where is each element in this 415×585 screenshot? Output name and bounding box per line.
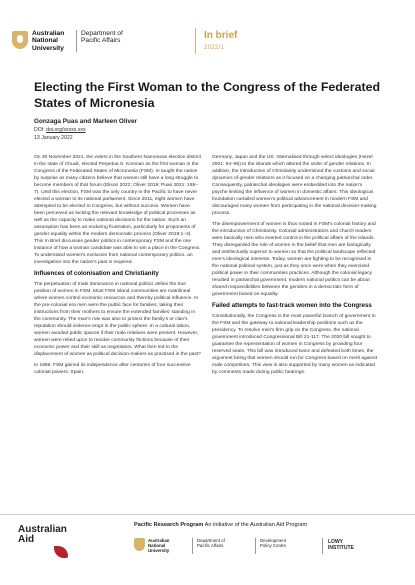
paragraph: In 1986, FSM gained its independence after centuries of four successive colonial powers: Spain, <box>34 362 191 375</box>
paragraph: Germany, Japan and the US. Internalised through select ideologies (Hezel 2001: 94–96) to the islands which altered the order of gender relations. In addition, the introduction of Christianity undermined the customs and social dynamics of gender relations as it focused on a changing patriarchal order. Consequently, patriarchal ideologies were embedded into the nation's psyche limiting the influence of women in domestic affairs. This ideological foundation curtailed women's political advancement in modern FSM and discouraged many women from participating in the national decision-making process. <box>212 155 377 216</box>
logo-divider <box>255 538 256 554</box>
department-name <box>81 30 141 45</box>
paragraph: Constitutionally, the Congress is the most powerful branch of government in the FSM and the gateway to national leadership positions such as the presidency. To resolve men's firm grip on the Congress, the national government introduced Congressional Bill 21-117. The 2020 bill sought to guarantee the representation of women in Congress by providing four reserved seats. This bill was introduced twice and defeated both times, the argument being that women should run for Congress based on merit against male competitors. This view is also supported by many women as indicated by comments made during public hearings. <box>212 313 378 375</box>
article-title: Electing the First Woman to the Congress of the Federated States of Micronesia <box>34 80 381 110</box>
paragraph: On 30 November 2021, the voters in the Southern Namoneas election district in the state of Chuuk, elected Perpetua S. Konman as the first woman in the Congress of the Federated States of Micronesia (FSM). In taught the nation by surprise as many citizens believe that women still have a long struggle to become members of that forum (Elison 2022; Oliver 2019; Puas 2021: 155–7). Until this election, FSM was the only country in the Pacific to have never elected a woman to its national parliament. Since 2011, eight women have attempted to be elected to Congress, but without success. Women have been perceived as lacking the relevant knowledge of political processes as well as the capacity to make national decisions for the nation. Such an assumption has been an enduring frustration, particularly for proponents of gender equality within the modern democratic process (Oliver 2019:1–3). This In Brief discusses gender politics in contemporary FSM and the one instance of how a woman candidate was able to win a place in the Congress. To understand women's exclusion from national contemporary politics, an investigation into the nation's past is required. <box>34 155 201 265</box>
footer-dept-text <box>197 538 252 548</box>
anu-crest-icon <box>12 31 28 49</box>
article-doi <box>34 127 86 133</box>
footer-anu-text <box>148 538 188 554</box>
brief-label: In brief <box>204 30 238 41</box>
dept-line: Pacific Affairs <box>81 37 121 45</box>
lowy-line: LOWY <box>328 539 343 545</box>
doi-link[interactable]: doi.org/xxxxx.xxx <box>46 127 86 133</box>
paragraph: The perpetuation of male dominance in national politics defies the true position of women in FSM. Most FSM island communities are matrilineal where women control economic resources and thereby political influence. In the pre-colonial era men were the public face for families, taking their instructions from their mothers to ensure the extended families' standing in the community. The man's role was also to protect the family's or clan's reputation should violence erupt in the public sphere. In a cultural taboo, women avoided public spaces if their male relatives were present. However, women were relied upon to resolve community frictions because of their economic power and their skill as negotiators. What then led to the displacement of women as political decision-makers as practised in the past? <box>34 281 201 357</box>
doi-prefix: DOI: <box>34 127 45 133</box>
brief-divider <box>195 28 196 54</box>
australian-aid-logo <box>18 521 76 567</box>
lowy-line: INSTITUTE <box>328 544 354 551</box>
footer-divider <box>0 514 415 515</box>
dept-line: Department of <box>197 538 225 543</box>
program-description: An initiative of the Australian Aid Program <box>203 522 308 528</box>
header-divider <box>76 30 77 52</box>
program-name: Pacific Research Program <box>134 522 204 528</box>
anu-line: National <box>32 37 59 45</box>
anu-line: Australian <box>32 30 65 37</box>
section-heading: Influences of colonisation and Christianity <box>34 270 159 277</box>
dev-line: Policy Centre <box>260 543 287 549</box>
dept-line: Department of <box>81 30 123 37</box>
paragraph: The disempowerment of women is thus rooted in FSM's colonial history and the introduction of Christianity. Colonial administrators and church leaders were basically men who exerted control in the political affairs of the islands. They disregarded the role of women in the belief that men are biologically and intellectually superior to women so that the political landscape reflected men's ideological interests. Today, women are fighting to be recognised in the national political system, just as they once were when they exercised political power in their communities practices. Although the colonial legacy resulted in patriarchal government, modern national politics can be about shared responsibilities between the genders in a democratic form of government based on equality. <box>212 222 376 297</box>
dept-line: Pacific Affairs <box>197 543 224 549</box>
logo-divider <box>322 538 323 554</box>
left-column <box>34 154 201 512</box>
anu-line: University <box>148 548 170 554</box>
anu-crest-icon <box>134 538 145 551</box>
australian-aid-text: Australian Aid <box>18 524 67 545</box>
article-date: 13 January 2022 <box>34 135 73 141</box>
right-column <box>212 154 379 512</box>
section-heading: Failed attempts to fast-track women into the Congress <box>212 302 372 309</box>
header <box>0 0 415 62</box>
dev-line: Development <box>260 538 286 543</box>
anu-line: National <box>148 543 166 549</box>
lowy-institute-logo <box>328 540 354 551</box>
brief-code: 2022/1 <box>204 45 225 51</box>
partner-logos <box>134 538 404 562</box>
logo-divider <box>192 538 193 554</box>
anu-line: Australian <box>148 538 170 543</box>
anu-line: University <box>32 44 64 52</box>
footer-devpolicy-text <box>260 538 315 548</box>
anu-logo-text <box>32 30 76 52</box>
article-authors: Gonzaga Puas and Marleen Oliver <box>34 118 137 125</box>
program-credit <box>134 522 307 528</box>
kangaroo-mark-icon <box>54 546 68 558</box>
